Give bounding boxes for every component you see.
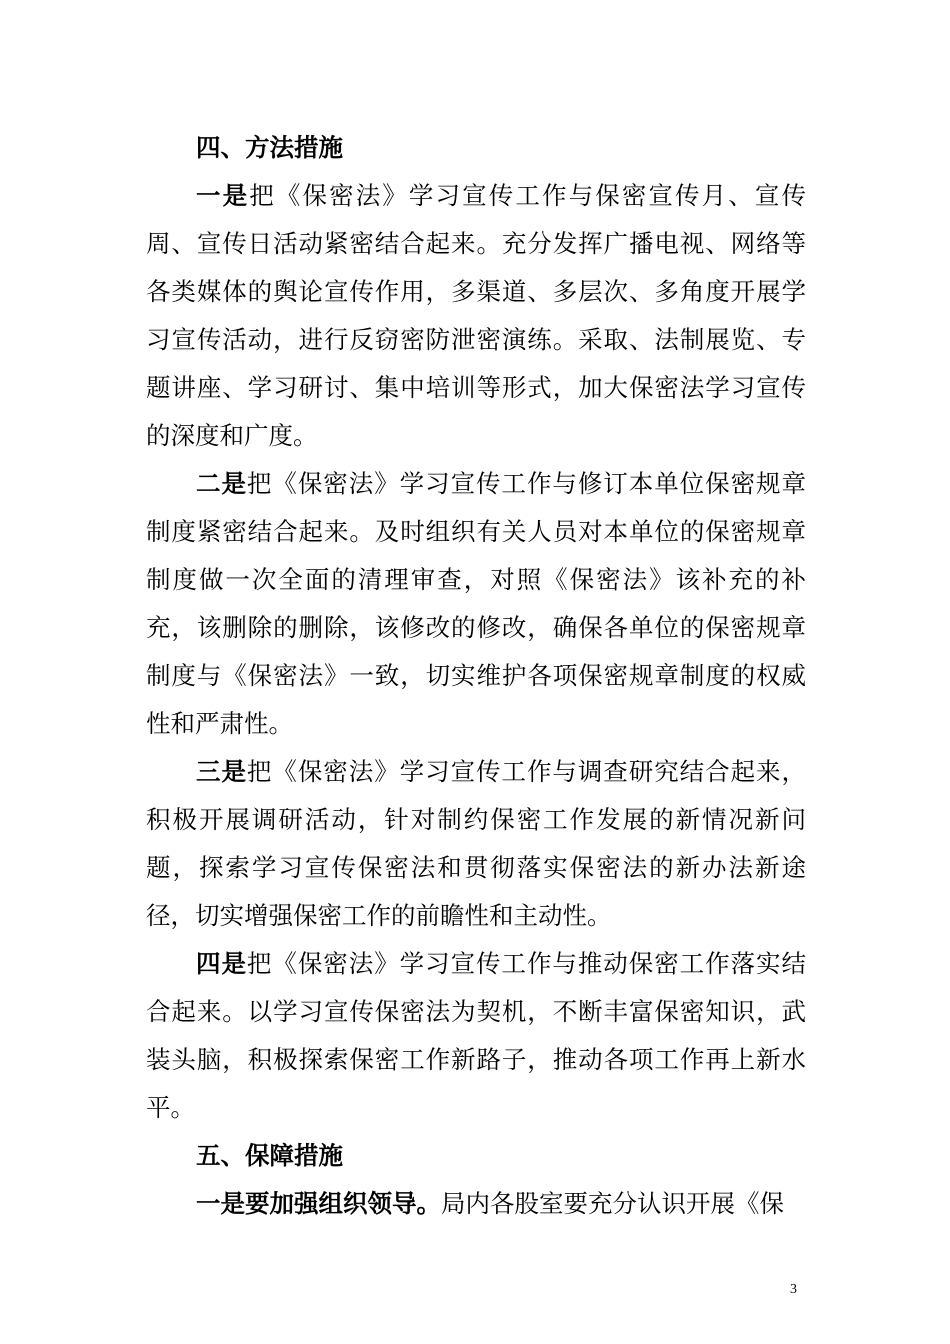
paragraph-lead: 一是要加强组织领导。 (196, 1189, 441, 1218)
paragraph-lead: 三是 (196, 757, 247, 786)
paragraph-text: 把《保密法》学习宣传工作与调查研究结合起来，积极开展调研活动，针对制约保密工作发展的新情况新问题，探索学习宣传保密法和贯彻落实保密法的新办法新途径，切实增强保密工作的前瞻性和主动性。 (146, 757, 807, 930)
paragraph-safeguard-1 (146, 1180, 806, 1228)
paragraph-lead: 四是 (196, 949, 247, 978)
paragraph-method-2 (146, 460, 806, 748)
document-body (146, 124, 806, 1228)
paragraph-text: 把《保密法》学习宣传工作与修订本单位保密规章制度紧密结合起来。及时组织有关人员对本单位的保密规章制度做一次全面的清理审查，对照《保密法》该补充的补充，该删除的删除，该修改的修改，确保各单位的保密规章制度与《保密法》一致，切实维护各项保密规章制度的权威性和严肃性。 (146, 469, 807, 738)
paragraph-text: 局内各股室要充分认识开展《保 (441, 1189, 784, 1218)
paragraph-text: 把《保密法》学习宣传工作与推动保密工作落实结合起来。以学习宣传保密法为契机，不断丰富保密知识，武装头脑，积极探索保密工作新路子，推动各项工作再上新水平。 (146, 949, 807, 1122)
paragraph-lead: 一是 (196, 181, 250, 210)
paragraph-method-3 (146, 748, 806, 940)
page-number: 3 (790, 1282, 797, 1297)
paragraph-text: 把《保密法》学习宣传工作与保密宣传月、宣传周、宣传日活动紧密结合起来。充分发挥广播电视、网络等各类媒体的舆论宣传作用，多渠道、多层次、多角度开展学习宣传活动，进行反窃密防泄密演练。采取、法制展览、专题讲座、学习研讨、集中培训等形式，加大保密法学习宣传的深度和广度。 (146, 181, 807, 450)
paragraph-method-1 (146, 172, 806, 460)
paragraph-method-4 (146, 940, 806, 1132)
section-heading-safeguards: 五、保障措施 (196, 1141, 343, 1170)
paragraph-lead: 二是 (196, 469, 247, 498)
section-heading-methods: 四、方法措施 (196, 133, 343, 162)
